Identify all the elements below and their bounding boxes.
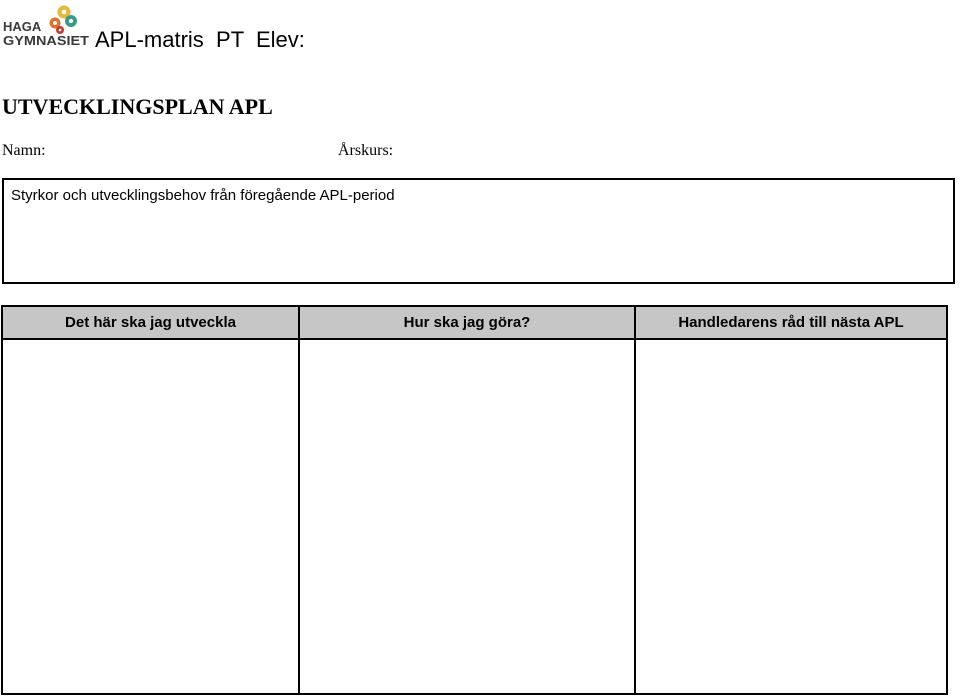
grade-label: Årskurs: <box>338 142 394 159</box>
develop-cell[interactable] <box>2 339 299 694</box>
table-row <box>2 339 947 694</box>
page-heading: UTVECKLINGSPLAN APL <box>2 94 273 119</box>
logo-line1: HAGA <box>3 19 42 34</box>
column-header-how: Hur ska jag göra? <box>299 306 635 339</box>
table-header-row <box>2 306 947 339</box>
column-header-develop: Det här ska jag utveckla <box>2 306 299 339</box>
how-cell[interactable] <box>299 339 635 694</box>
name-label: Namn: <box>2 142 46 159</box>
development-plan-table <box>1 305 948 695</box>
supervisor-advice-cell[interactable] <box>635 339 947 694</box>
column-header-supervisor-advice: Handledarens råd till nästa APL <box>635 306 947 339</box>
gears-icon <box>2 3 90 49</box>
strengths-label: Styrkor och utvecklingsbehov från föregående APL-period <box>11 187 395 204</box>
document-title: APL-matris PT Elev: <box>95 27 305 52</box>
strengths-box[interactable] <box>2 178 955 284</box>
haga-gymnasiet-logo <box>2 3 90 49</box>
logo-line2: GYMNASIET <box>3 34 90 48</box>
